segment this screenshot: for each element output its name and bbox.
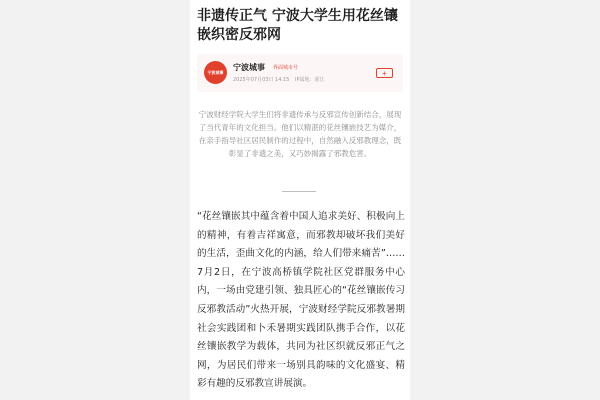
ip-location: IP属地：浙江	[295, 77, 325, 83]
article-summary: 宁波财经学院大学生们将非遗传承与反邪宣传创新结合，展现了当代青年的文化担当。他们以精湛的花丝镶嵌技艺为媒介，在亲手指导社区居民制作的过程中，自然融入反邪教理念，既彰显了非遗之美，又巧妙揭露了邪教危害。	[198, 110, 402, 158]
publish-meta	[233, 76, 329, 83]
author-card[interactable]	[197, 54, 403, 92]
divider	[282, 191, 316, 192]
article-title: 非遗传正气 宁波大学生用花丝镶嵌织密反邪网	[197, 8, 398, 43]
follow-button[interactable]: +	[376, 68, 393, 78]
author-avatar[interactable]: 宁波城事	[204, 61, 227, 84]
article-body: “花丝镶嵌其中蕴含着中国人追求美好、积极向上的精神，有着吉祥寓意，而邪教却破坏我们美好的生活，歪曲文化的内涵，给人们带来痛苦”……7月2日，在宁波高桥镇学院社区党群服务中心内，一场由党建引领、独具匠心的“花丝镶嵌传习反邪教活动”火热开展，宁波财经学院反邪教暑期社会实践团和卜禾暑期实践团队携手合作，以花丝镶嵌教学为载体，共同为社区织就反邪正气之网，为居民们带来一场别具韵味的文化盛宴、精彩有趣的反邪教宣讲展演。	[197, 211, 405, 390]
author-name[interactable]: 宁波城事	[233, 63, 265, 72]
publish-date: 2025年07月03日 14:15	[233, 77, 290, 83]
author-badge: 界面城市号	[273, 65, 299, 71]
article-page	[190, 0, 410, 400]
